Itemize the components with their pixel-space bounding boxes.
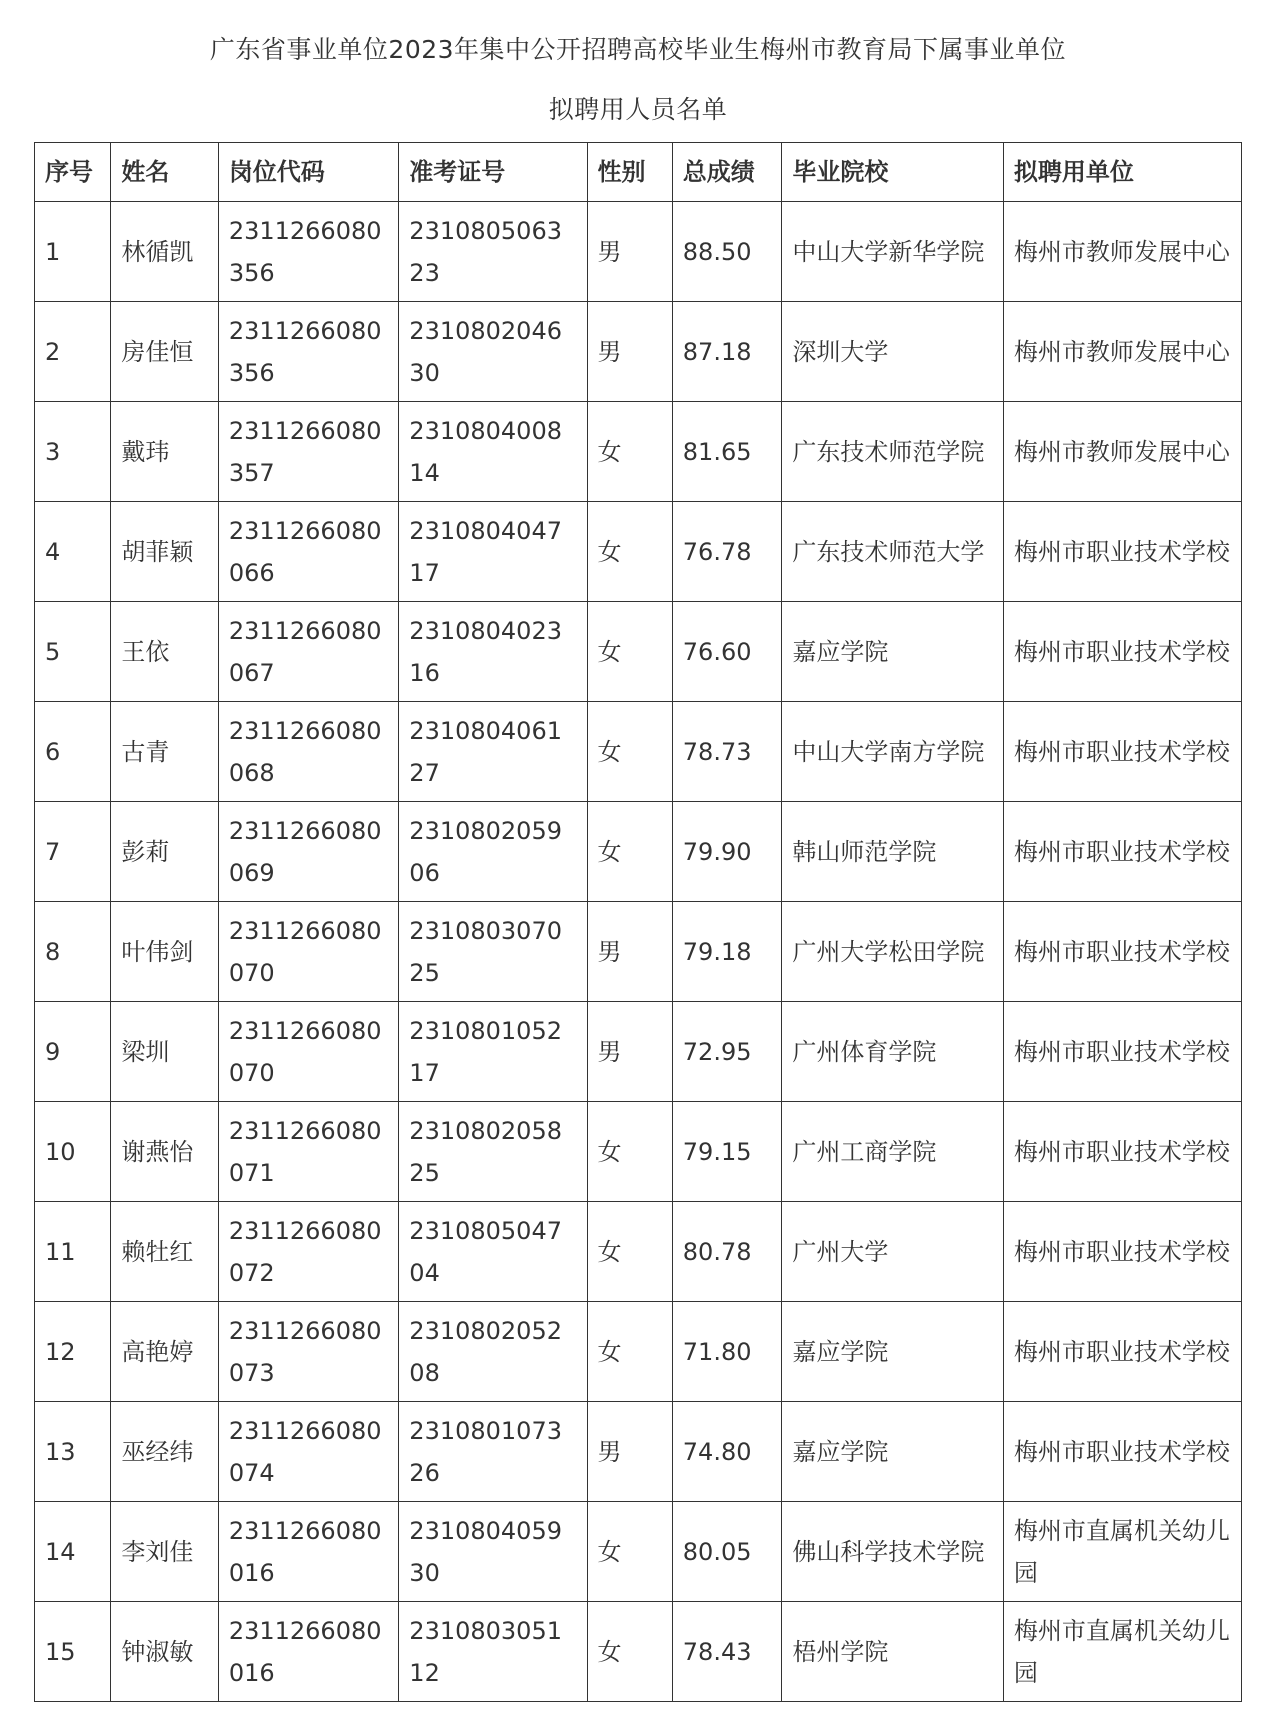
table-row	[35, 502, 1242, 602]
cell-gender: 女	[587, 502, 672, 602]
cell-gender: 男	[587, 1402, 672, 1502]
cell-index: 6	[35, 702, 111, 802]
cell-position-code: 2311266080066	[218, 502, 398, 602]
cell-index: 15	[35, 1602, 111, 1702]
cell-employer: 梅州市职业技术学校	[1003, 702, 1241, 802]
cell-index: 3	[35, 402, 111, 502]
cell-position-code: 2311266080070	[218, 902, 398, 1002]
cell-index: 14	[35, 1502, 111, 1602]
cell-total-score: 81.65	[672, 402, 782, 502]
header-index: 序号	[35, 143, 111, 202]
cell-school: 中山大学南方学院	[782, 702, 1003, 802]
cell-exam-number: 231080405930	[399, 1502, 587, 1602]
cell-exam-number: 231080402316	[399, 602, 587, 702]
table-header-row	[35, 143, 1242, 202]
cell-exam-number: 231080205906	[399, 802, 587, 902]
document-subtitle: 拟聘用人员名单	[548, 95, 728, 124]
cell-employer: 梅州市直属机关幼儿园	[1003, 1602, 1241, 1702]
cell-gender: 女	[587, 1102, 672, 1202]
header-exam-number: 准考证号	[399, 143, 587, 202]
cell-employer: 梅州市职业技术学校	[1003, 1202, 1241, 1302]
cell-total-score: 79.90	[672, 802, 782, 902]
cell-employer: 梅州市职业技术学校	[1003, 1002, 1241, 1102]
table-row	[35, 1402, 1242, 1502]
table-row	[35, 1002, 1242, 1102]
cell-exam-number: 231080400814	[399, 402, 587, 502]
cell-total-score: 76.78	[672, 502, 782, 602]
cell-name: 彭莉	[111, 802, 218, 902]
cell-name: 梁圳	[111, 1002, 218, 1102]
cell-index: 13	[35, 1402, 111, 1502]
cell-index: 8	[35, 902, 111, 1002]
cell-position-code: 2311266080069	[218, 802, 398, 902]
cell-employer: 梅州市职业技术学校	[1003, 1102, 1241, 1202]
header-total-score: 总成绩	[672, 143, 782, 202]
cell-total-score: 74.80	[672, 1402, 782, 1502]
cell-employer: 梅州市职业技术学校	[1003, 802, 1241, 902]
header-gender: 性别	[587, 143, 672, 202]
table-row	[35, 1502, 1242, 1602]
cell-school: 广东技术师范大学	[782, 502, 1003, 602]
cell-name: 赖牡红	[111, 1202, 218, 1302]
cell-employer: 梅州市直属机关幼儿园	[1003, 1502, 1241, 1602]
cell-position-code: 2311266080067	[218, 602, 398, 702]
cell-index: 7	[35, 802, 111, 902]
cell-total-score: 78.73	[672, 702, 782, 802]
cell-name: 戴玮	[111, 402, 218, 502]
cell-exam-number: 231080504704	[399, 1202, 587, 1302]
cell-name: 巫经纬	[111, 1402, 218, 1502]
cell-position-code: 2311266080016	[218, 1602, 398, 1702]
cell-total-score: 87.18	[672, 302, 782, 402]
cell-total-score: 79.15	[672, 1102, 782, 1202]
cell-index: 2	[35, 302, 111, 402]
cell-index: 9	[35, 1002, 111, 1102]
cell-gender: 女	[587, 702, 672, 802]
cell-school: 韩山师范学院	[782, 802, 1003, 902]
cell-name: 胡菲颖	[111, 502, 218, 602]
cell-exam-number: 231080307025	[399, 902, 587, 1002]
cell-gender: 男	[587, 1002, 672, 1102]
table-body	[35, 202, 1242, 1702]
cell-gender: 女	[587, 602, 672, 702]
cell-gender: 女	[587, 1502, 672, 1602]
cell-school: 中山大学新华学院	[782, 202, 1003, 302]
cell-school: 广州大学	[782, 1202, 1003, 1302]
cell-school: 嘉应学院	[782, 602, 1003, 702]
cell-exam-number: 231080506323	[399, 202, 587, 302]
header-school: 毕业院校	[782, 143, 1003, 202]
cell-index: 11	[35, 1202, 111, 1302]
table-row	[35, 402, 1242, 502]
cell-index: 10	[35, 1102, 111, 1202]
cell-name: 林循凯	[111, 202, 218, 302]
cell-exam-number: 231080305112	[399, 1602, 587, 1702]
cell-employer: 梅州市教师发展中心	[1003, 402, 1241, 502]
cell-employer: 梅州市教师发展中心	[1003, 302, 1241, 402]
cell-position-code: 2311266080016	[218, 1502, 398, 1602]
cell-position-code: 2311266080357	[218, 402, 398, 502]
cell-exam-number: 231080205208	[399, 1302, 587, 1402]
cell-gender: 女	[587, 1602, 672, 1702]
cell-exam-number: 231080107326	[399, 1402, 587, 1502]
cell-employer: 梅州市职业技术学校	[1003, 602, 1241, 702]
cell-school: 广州大学松田学院	[782, 902, 1003, 1002]
cell-employer: 梅州市职业技术学校	[1003, 1402, 1241, 1502]
cell-employer: 梅州市教师发展中心	[1003, 202, 1241, 302]
cell-name: 高艳婷	[111, 1302, 218, 1402]
cell-gender: 男	[587, 902, 672, 1002]
header-name: 姓名	[111, 143, 218, 202]
cell-total-score: 80.78	[672, 1202, 782, 1302]
cell-employer: 梅州市职业技术学校	[1003, 1302, 1241, 1402]
cell-position-code: 2311266080070	[218, 1002, 398, 1102]
cell-school: 深圳大学	[782, 302, 1003, 402]
cell-gender: 女	[587, 402, 672, 502]
cell-exam-number: 231080205825	[399, 1102, 587, 1202]
cell-name: 钟淑敏	[111, 1602, 218, 1702]
cell-employer: 梅州市职业技术学校	[1003, 902, 1241, 1002]
table-row	[35, 1302, 1242, 1402]
cell-index: 12	[35, 1302, 111, 1402]
cell-school: 嘉应学院	[782, 1302, 1003, 1402]
cell-name: 叶伟剑	[111, 902, 218, 1002]
cell-gender: 女	[587, 1302, 672, 1402]
cell-total-score: 79.18	[672, 902, 782, 1002]
cell-exam-number: 231080105217	[399, 1002, 587, 1102]
cell-name: 谢燕怡	[111, 1102, 218, 1202]
table-row	[35, 602, 1242, 702]
cell-school: 广东技术师范学院	[782, 402, 1003, 502]
cell-total-score: 72.95	[672, 1002, 782, 1102]
cell-gender: 男	[587, 202, 672, 302]
cell-total-score: 76.60	[672, 602, 782, 702]
cell-position-code: 2311266080068	[218, 702, 398, 802]
cell-school: 广州工商学院	[782, 1102, 1003, 1202]
cell-position-code: 2311266080356	[218, 302, 398, 402]
cell-name: 王依	[111, 602, 218, 702]
table-row	[35, 902, 1242, 1002]
cell-total-score: 71.80	[672, 1302, 782, 1402]
table-row	[35, 1602, 1242, 1702]
table-row	[35, 302, 1242, 402]
cell-school: 嘉应学院	[782, 1402, 1003, 1502]
document-title: 广东省事业单位2023年集中公开招聘高校毕业生梅州市教育局下属事业单位	[209, 35, 1067, 64]
cell-employer: 梅州市职业技术学校	[1003, 502, 1241, 602]
table-row	[35, 202, 1242, 302]
cell-school: 广州体育学院	[782, 1002, 1003, 1102]
cell-school: 佛山科学技术学院	[782, 1502, 1003, 1602]
cell-position-code: 2311266080356	[218, 202, 398, 302]
cell-index: 1	[35, 202, 111, 302]
cell-gender: 男	[587, 302, 672, 402]
cell-name: 李刘佳	[111, 1502, 218, 1602]
cell-total-score: 78.43	[672, 1602, 782, 1702]
cell-gender: 女	[587, 1202, 672, 1302]
header-employer: 拟聘用单位	[1003, 143, 1241, 202]
cell-name: 古青	[111, 702, 218, 802]
header-position-code: 岗位代码	[218, 143, 398, 202]
cell-exam-number: 231080406127	[399, 702, 587, 802]
cell-position-code: 2311266080073	[218, 1302, 398, 1402]
cell-school: 梧州学院	[782, 1602, 1003, 1702]
table-row	[35, 802, 1242, 902]
cell-total-score: 88.50	[672, 202, 782, 302]
cell-position-code: 2311266080072	[218, 1202, 398, 1302]
table-row	[35, 1102, 1242, 1202]
cell-index: 5	[35, 602, 111, 702]
table-row	[35, 1202, 1242, 1302]
cell-name: 房佳恒	[111, 302, 218, 402]
cell-exam-number: 231080404717	[399, 502, 587, 602]
cell-position-code: 2311266080074	[218, 1402, 398, 1502]
cell-index: 4	[35, 502, 111, 602]
cell-total-score: 80.05	[672, 1502, 782, 1602]
hiring-list-table	[34, 142, 1242, 1702]
cell-gender: 女	[587, 802, 672, 902]
cell-position-code: 2311266080071	[218, 1102, 398, 1202]
table-row	[35, 702, 1242, 802]
cell-exam-number: 231080204630	[399, 302, 587, 402]
